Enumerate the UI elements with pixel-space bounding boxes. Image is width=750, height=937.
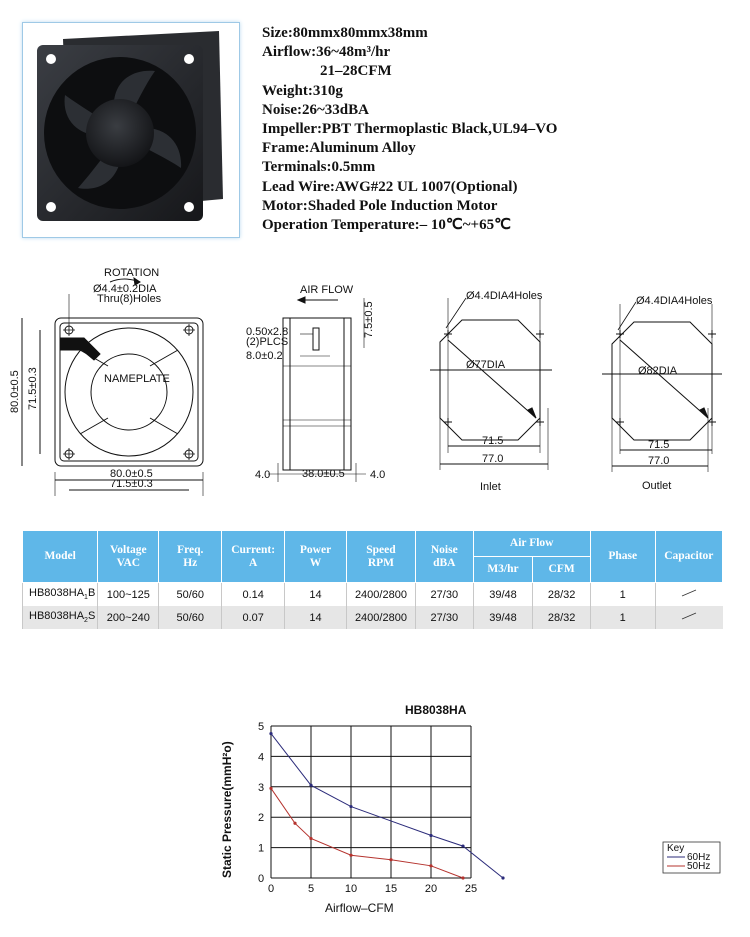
inlet-dim-inner: 71.5 [482,435,504,447]
spec-label: Size: [262,25,293,41]
cell-m3hr: 39/48 [473,583,533,607]
inlet-caption: Inlet [480,481,501,493]
y-tick-label: 4 [257,751,265,764]
chart-grid [271,726,471,878]
spec-value: 36~48m³/hr [316,44,391,61]
x-tick-label: 0 [267,883,275,895]
inlet-holes-label: Ø4.4DIA4Holes [466,290,543,302]
th-current: Current: A [222,531,285,583]
spec-item [262,197,557,216]
cell-freq: 50/60 [159,606,222,629]
cell-cfm: 28/32 [533,583,590,607]
spec-item [262,62,557,81]
spec-label: Terminals: [262,159,332,176]
spec-value: AWG#22 UL 1007(Optional) [334,178,518,195]
th-cfm: CFM [533,557,590,583]
nameplate-label: NAMEPLATE [104,373,170,385]
hole-note-2: Thru(8)Holes [97,293,162,305]
data-point [389,858,392,861]
spec-item [262,158,557,177]
data-point [349,854,352,857]
outlet-diameter-label: Ø82DIA [638,365,678,377]
data-point [269,732,272,735]
table-row [23,583,723,607]
data-point [429,834,432,837]
th-power: Power W [285,531,347,583]
data-point [501,876,504,879]
th-noise: Noise dBA [416,531,474,583]
model-sub: 1 [84,594,88,602]
data-point [293,822,296,825]
performance-chart [215,700,735,930]
cell-phase: 1 [590,606,655,629]
y-tick-label: 2 [257,812,265,825]
y-tick-label: 5 [257,721,265,733]
spec-label: Impeller: [262,121,322,138]
side-view-drawing [268,297,366,482]
spec-value: 80mmx80mmx38mm [292,25,428,41]
y-tick-label: 3 [257,781,265,794]
spec-item [262,101,557,120]
chart-title: HB8038HA [405,703,467,717]
x-tick-label: 15 [384,883,398,895]
spec-item [262,82,557,101]
x-tick-label: 10 [344,883,358,895]
chart-series [269,732,504,880]
spec-label: Frame: [262,140,310,157]
dimension-drawings [0,258,750,498]
spec-value: Aluminum Alloy [309,140,416,157]
cell-phase: 1 [590,583,655,607]
cell-m3hr: 39/48 [473,606,533,629]
spec-item [262,43,557,62]
spec-value: 0.5mm [331,159,376,176]
spec-label: Motor: [262,197,308,214]
capacitor-icon [680,588,698,598]
x-tick-label: 20 [424,883,438,895]
rotation-label: ROTATION [104,267,160,279]
chart-ylabel: Static Pressure(mmH²o) [220,741,234,878]
th-speed: Speed RPM [346,531,415,583]
outlet-dim-outer: 77.0 [648,455,670,467]
cell-speed: 2400/2800 [346,606,415,629]
cell-noise: 27/30 [416,583,474,607]
th-capacitor: Capacitor [655,531,722,583]
outlet-holes-label: Ø4.4DIA4Holes [636,295,713,307]
dim-depth: 38.0±0.5 [302,468,345,480]
cell-freq: 50/60 [159,583,222,607]
cell-power: 14 [285,583,347,607]
dim-terminal-2: (2)PLCS [246,336,289,348]
spec-value: Shaded Pole Induction Motor [307,197,498,214]
dim-height-inner: 71.5±0.3 [27,367,39,410]
data-point [309,784,312,787]
series-line-60Hz [271,734,503,878]
cell-cfm: 28/32 [533,606,590,629]
legend-label: 50Hz [687,861,711,872]
chart-legend [663,842,720,873]
cell-model [23,606,98,629]
model-name: HB8038HA [29,610,85,623]
spec-label: Noise: [262,101,302,118]
cell-capacitor [655,583,722,607]
th-model: Model [23,531,98,583]
fan-photo [23,23,239,237]
cell-capacitor [655,606,722,629]
data-point [269,787,272,790]
dim-top: 7.5±0.5 [363,301,375,338]
data-point [309,837,312,840]
y-tick-label: 1 [257,842,265,855]
spec-item [262,178,557,197]
chart-xlabel: Airflow–CFM [325,901,394,915]
dim-right: 4.0 [370,469,386,481]
spec-value: – 10℃~+65℃ [419,217,511,234]
spec-value: 26~33dBA [302,101,369,118]
cell-model [23,583,98,607]
cell-current: 0.07 [222,606,285,629]
dim-width-outer: 80.0±0.5 [110,468,153,480]
spec-item [262,24,557,43]
th-phase: Phase [590,531,655,583]
dim-left: 4.0 [255,469,271,481]
cell-voltage: 200~240 [98,606,159,629]
cell-power: 14 [285,606,347,629]
spec-value: 21–28CFM [320,63,392,80]
data-point [429,864,432,867]
air-flow-label: AIR FLOW [300,284,354,296]
series-line-50Hz [271,788,463,878]
product-photo-frame [22,22,240,238]
chart-ticks [258,721,477,895]
model-suffix: S [87,610,96,623]
inlet-dim-outer: 77.0 [482,453,504,465]
x-tick-label: 25 [464,883,478,895]
th-voltage: Voltage VAC [98,531,159,583]
outlet-caption: Outlet [642,480,672,492]
model-spec-table [22,530,723,629]
legend-title: Key [667,843,685,854]
cell-noise: 27/30 [416,606,474,629]
outlet-dim-inner: 71.5 [648,439,670,451]
spec-value: PBT Thermoplastic Black,UL94–VO [321,121,558,138]
data-point [461,844,464,847]
capacitor-icon [680,611,698,621]
data-point [349,805,352,808]
dim-height-outer: 80.0±0.5 [9,370,21,413]
spec-label: Lead Wire: [262,178,335,195]
legend-label: 60Hz [687,852,711,863]
th-freq: Freq. Hz [159,531,222,583]
front-view-drawing [22,278,203,496]
dim-terminal-3: 8.0±0.2 [246,350,283,362]
spec-value: 310g [312,82,343,99]
model-sub: 2 [84,617,88,625]
table-row [23,606,723,629]
y-tick-label: 0 [257,873,265,885]
hole-note-1: Ø4.4±0.2DIA [93,283,157,295]
x-tick-label: 5 [307,883,315,895]
dim-width-inner: 71.5±0.3 [110,478,153,490]
cell-voltage: 100~125 [98,583,159,607]
model-name: HB8038HA [29,587,85,600]
inlet-diameter-label: Ø77DIA [466,359,506,371]
spec-item [262,139,557,158]
cell-current: 0.14 [222,583,285,607]
spec-label: Airflow: [262,44,317,61]
spec-label: Operation Temperature: [262,217,420,234]
th-m3hr: M3/hr [473,557,533,583]
spec-item [262,216,557,235]
spec-label: Weight: [262,82,313,99]
dim-terminal-1: 0.50x2.8 [246,326,289,338]
data-point [461,876,464,879]
spec-item [262,120,557,139]
th-airflow: Air Flow [473,531,590,557]
cell-speed: 2400/2800 [346,583,415,607]
model-suffix: B [87,587,96,600]
spec-list [262,24,557,235]
